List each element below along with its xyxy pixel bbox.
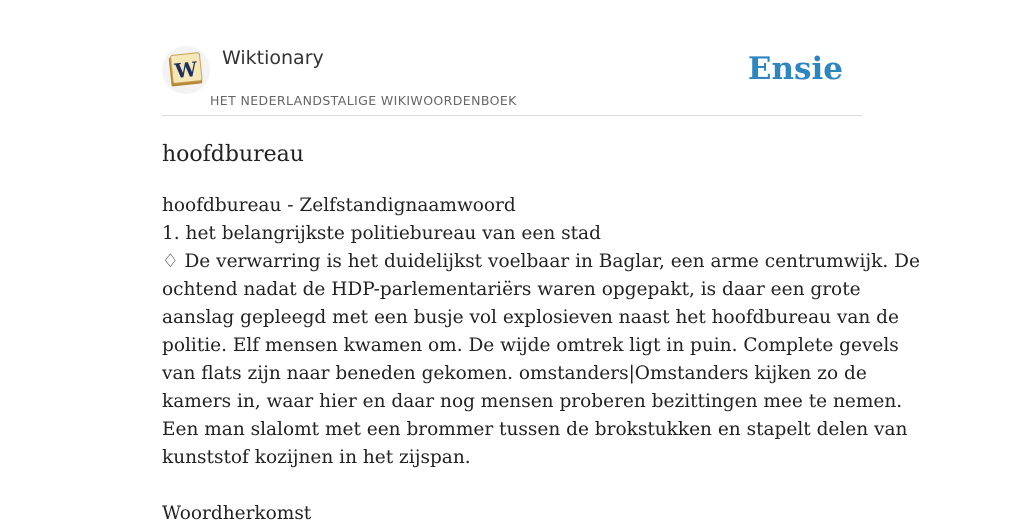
logo-tile-graphic (167, 51, 205, 89)
example-line: ♢ De verwarring is het duidelijkst voelbaar in Baglar, een arme centrumwijk. De (162, 251, 920, 272)
section-spacer (162, 472, 862, 500)
brand-logo-text[interactable]: Ensie (747, 51, 843, 87)
example-line: aanslag gepleegd met een busje vol explosieven naast het hoofdbureau van de (162, 307, 899, 328)
site-name[interactable]: Wiktionary (222, 47, 324, 69)
example-line: Een man slalomt met een brommer tussen de brokstukken en stapelt delen van (162, 419, 908, 440)
entry-heading: hoofdbureau - Zelfstandignaamwoord (162, 195, 516, 216)
example-line: kunststof kozijnen in het zijspan. (162, 447, 471, 468)
entry-example (162, 248, 920, 472)
entry-content (162, 192, 920, 528)
example-line: ochtend nadat de HDP-parlementariërs waren opgepakt, is daar een grote (162, 279, 861, 300)
example-line: politie. Elf mensen kwamen om. De wijde omtrek ligt in puin. Complete gevels (162, 335, 899, 356)
wiktionary-logo-icon[interactable] (162, 46, 210, 94)
entry-definition: 1. het belangrijkste politiebureau van een stad (162, 223, 601, 244)
page-title: hoofdbureau (162, 142, 304, 167)
example-line: kamers in, waar hier en daar nog mensen proberen bezittingen mee te nemen. (162, 391, 903, 412)
site-tagline: HET NEDERLANDSTALIGE WIKIWOORDENBOEK (210, 93, 517, 108)
logo-letter: W (173, 56, 199, 84)
example-line: van flats zijn naar beneden gekomen. omstanders|Omstanders kijken zo de (162, 363, 867, 384)
section-heading-woordherkomst: Woordherkomst (162, 503, 312, 524)
site-header (162, 0, 862, 116)
